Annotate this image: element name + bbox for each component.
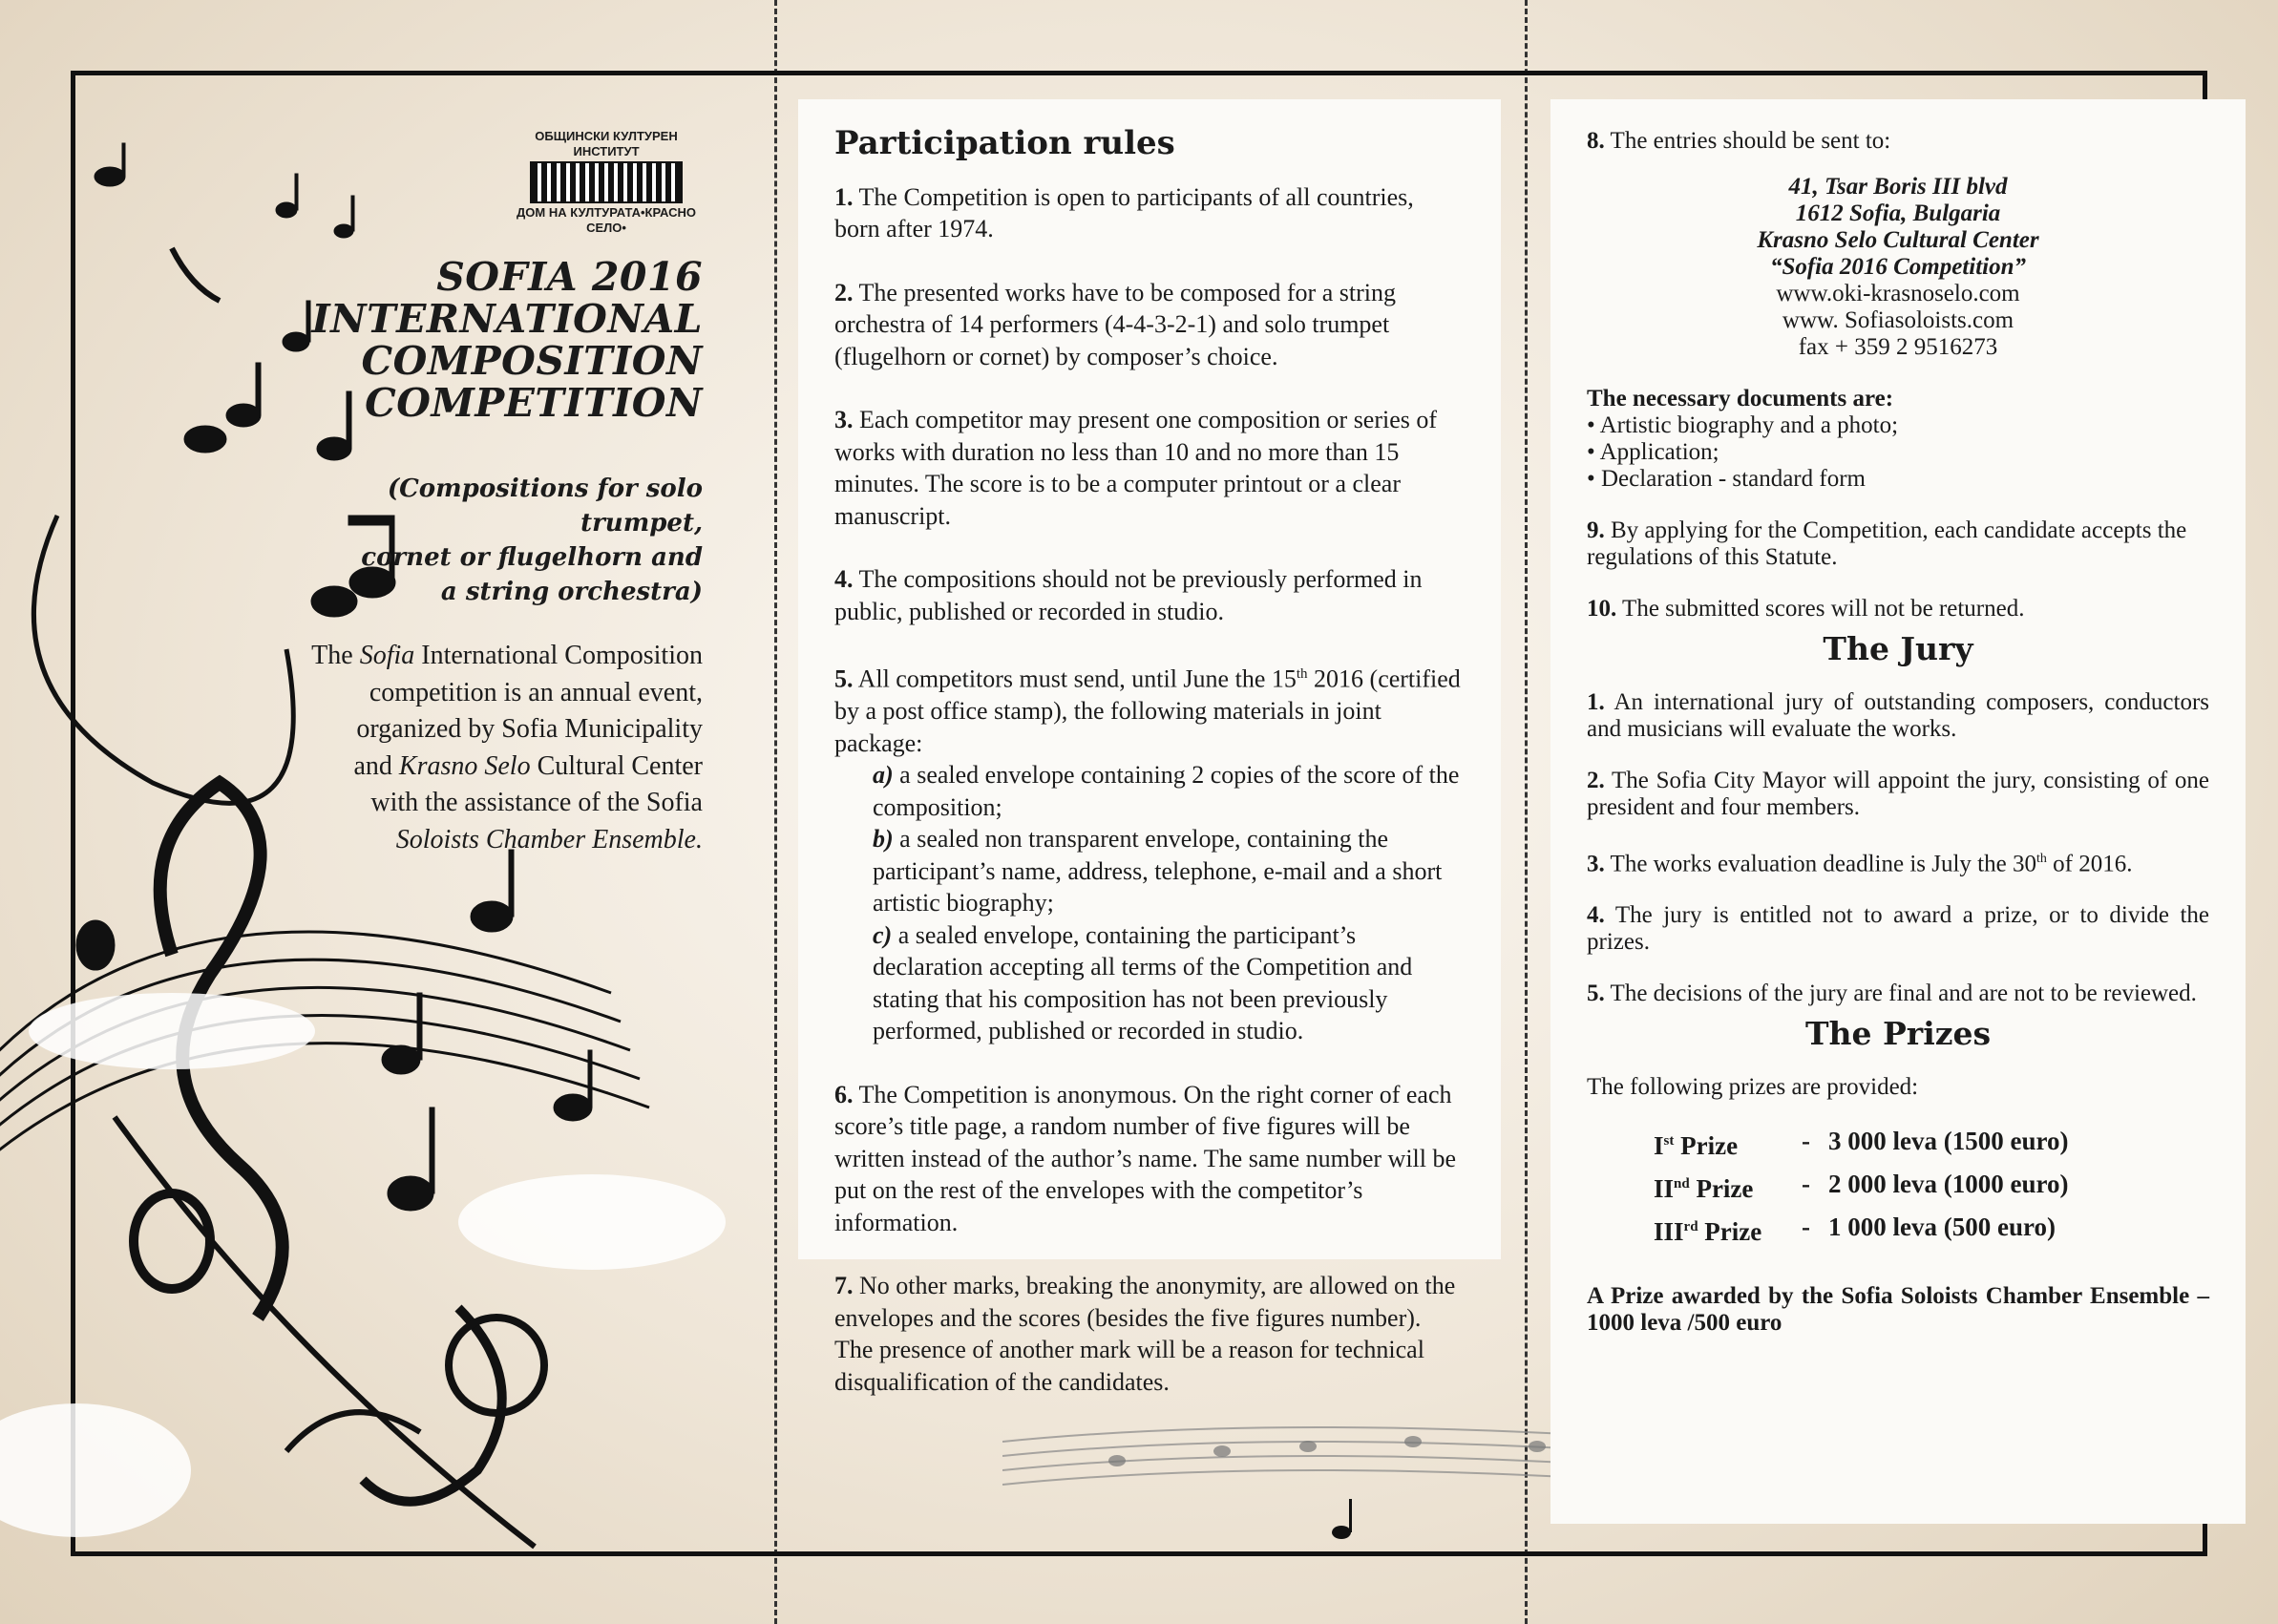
rule-4: 4. The compositions should not be previously performed in public, published or recorded in studio. (834, 565, 1423, 625)
logo-building-icon (530, 161, 683, 203)
logo-bottom-line: ДОМ НА КУЛТУРАТА•КРАСНО СЕЛО• (517, 205, 696, 235)
rules-heading: Participation rules (834, 124, 1175, 162)
frame-top (71, 71, 2207, 75)
special-prize: A Prize awarded by the Sofia Soloists Chamber Ensemble – 1000 leva /500 euro (1587, 1283, 2209, 1337)
documents-list (1587, 412, 2209, 493)
rule-1: 1. The Competition is open to participants of all countries, born after 1974. (834, 182, 1414, 243)
fax-number: fax + 359 2 9516273 (1798, 334, 1998, 360)
rule-9: 9. By applying for the Competition, each candidate accepts the regulations of this Statute. (1587, 517, 2187, 570)
list-item: • Artistic biography and a photo; (1587, 412, 1899, 438)
prizes-table (1654, 1122, 2209, 1251)
rule-3: 3. Each competitor may present one composition or series of works with duration no less than 10 and no more than 15 minutes. The score is to be a computer printout or a clear manuscript. (834, 406, 1438, 530)
title-line-4: COMPETITION (365, 380, 703, 426)
rule-6: 6. The Competition is anonymous. On the right corner of each score’s title page, a random number of five figures will be written instead of the author’s name. The same number will be put on the rest of the envelopes with the competitor’s information. (834, 1080, 1457, 1236)
rule-8: 8. The entries should be sent to: (1587, 128, 1891, 154)
list-item: • Application; (1587, 439, 1719, 465)
mailing-address: 41, Tsar Boris III blvd 1612 Sofia, Bulgaria Krasno Selo Cultural Center “Sofia 2016 Competition” www.oki-krasnoselo.com www. Sofiasoloists.com fax + 359 2 9516273 (1587, 174, 2209, 361)
title-line-2: INTERNATIONAL (311, 296, 703, 342)
title-line-1: SOFIA 2016 (436, 254, 703, 300)
subtitle-line-1: (Compositions for solo trumpet, (387, 475, 703, 538)
rule-10: 10. The submitted scores will not be returned. (1587, 596, 2025, 622)
participation-rules-panel (798, 99, 1501, 1396)
rule-5: 5. All competitors must send, until June the 15th 2016 (certified by a post office stamp), the following materials in joint package: (834, 664, 1461, 757)
prize-row-1: Ist Prize - 3 000 leva (1500 euro) (1654, 1127, 2069, 1161)
rule-5-b: b) a sealed non transparent envelope, containing the participant’s name, address, telephone, e-mail and a short artistic biography; (873, 825, 1443, 917)
competition-subtitle (286, 472, 703, 609)
jury-rule-3: 3. The works evaluation deadline is July the 30th of 2016. (1587, 851, 2133, 877)
list-item: • Declaration - standard form (1587, 466, 1866, 492)
prize-row-3: IIIrd Prize - 1 000 leva (500 euro) (1654, 1213, 2056, 1247)
prizes-intro: The following prizes are provided: (1587, 1074, 1919, 1101)
jury-rule-2: 2. The Sofia City Mayor will appoint the jury, consisting of one president and four members. (1587, 768, 2209, 820)
entries-jury-prizes-panel (1550, 99, 2246, 1524)
jury-rule-5: 5. The decisions of the jury are final and are not to be reviewed. (1587, 981, 2197, 1007)
jury-rule-1: 1. An international jury of outstanding composers, conductors and musicians will evaluate the works. (1587, 689, 2209, 742)
website-2[interactable]: www. Sofiasoloists.com (1782, 307, 2014, 333)
rule-2: 2. The presented works have to be composed for a string orchestra of 14 performers (4-4-3-2-1) and solo trumpet (flugelhorn or cornet) by composer’s choice. (834, 278, 1396, 370)
jury-heading: The Jury (1823, 630, 1973, 667)
logo-top-line: ОБЩИНСКИ КУЛТУРЕН ИНСТИТУТ (535, 129, 678, 158)
institute-logo (511, 129, 702, 236)
title-line-3: COMPOSITION (361, 338, 703, 384)
documents-heading: The necessary documents are: (1587, 386, 1894, 411)
subtitle-line-3: a string orchestra) (440, 578, 703, 606)
fold-line-left (774, 0, 777, 1624)
intro-paragraph: The Sofia International Composition competition is an annual event, organized by Sofia Municipality and Krasno Selo Cultural Center with the assistance of the Sofia Soloists Chamber Ensemble. (311, 641, 703, 854)
rule-5-c: c) a sealed envelope, containing the participant’s declaration accepting all terms of the Competition and stating that his composition has not been previously performed, published or recorded in studio. (873, 920, 1413, 1045)
competition-title (286, 256, 703, 424)
subtitle-line-2: cornet or flugelhorn and (361, 543, 703, 572)
rule-5-a: a) a sealed envelope containing 2 copies of the score of the composition; (873, 761, 1460, 821)
jury-rule-4: 4. The jury is entitled not to award a prize, or to divide the prizes. (1587, 902, 2209, 956)
rule-7: 7. No other marks, breaking the anonymity, are allowed on the envelopes and the scores (besides the five figures number). The presence of another mark will be a reason for technical disqualification of the candidates. (834, 1272, 1456, 1396)
prize-row-2: IInd Prize - 2 000 leva (1000 euro) (1654, 1170, 2069, 1204)
prizes-heading: The Prizes (1804, 1015, 1992, 1053)
website-1[interactable]: www.oki-krasnoselo.com (1776, 281, 2020, 306)
